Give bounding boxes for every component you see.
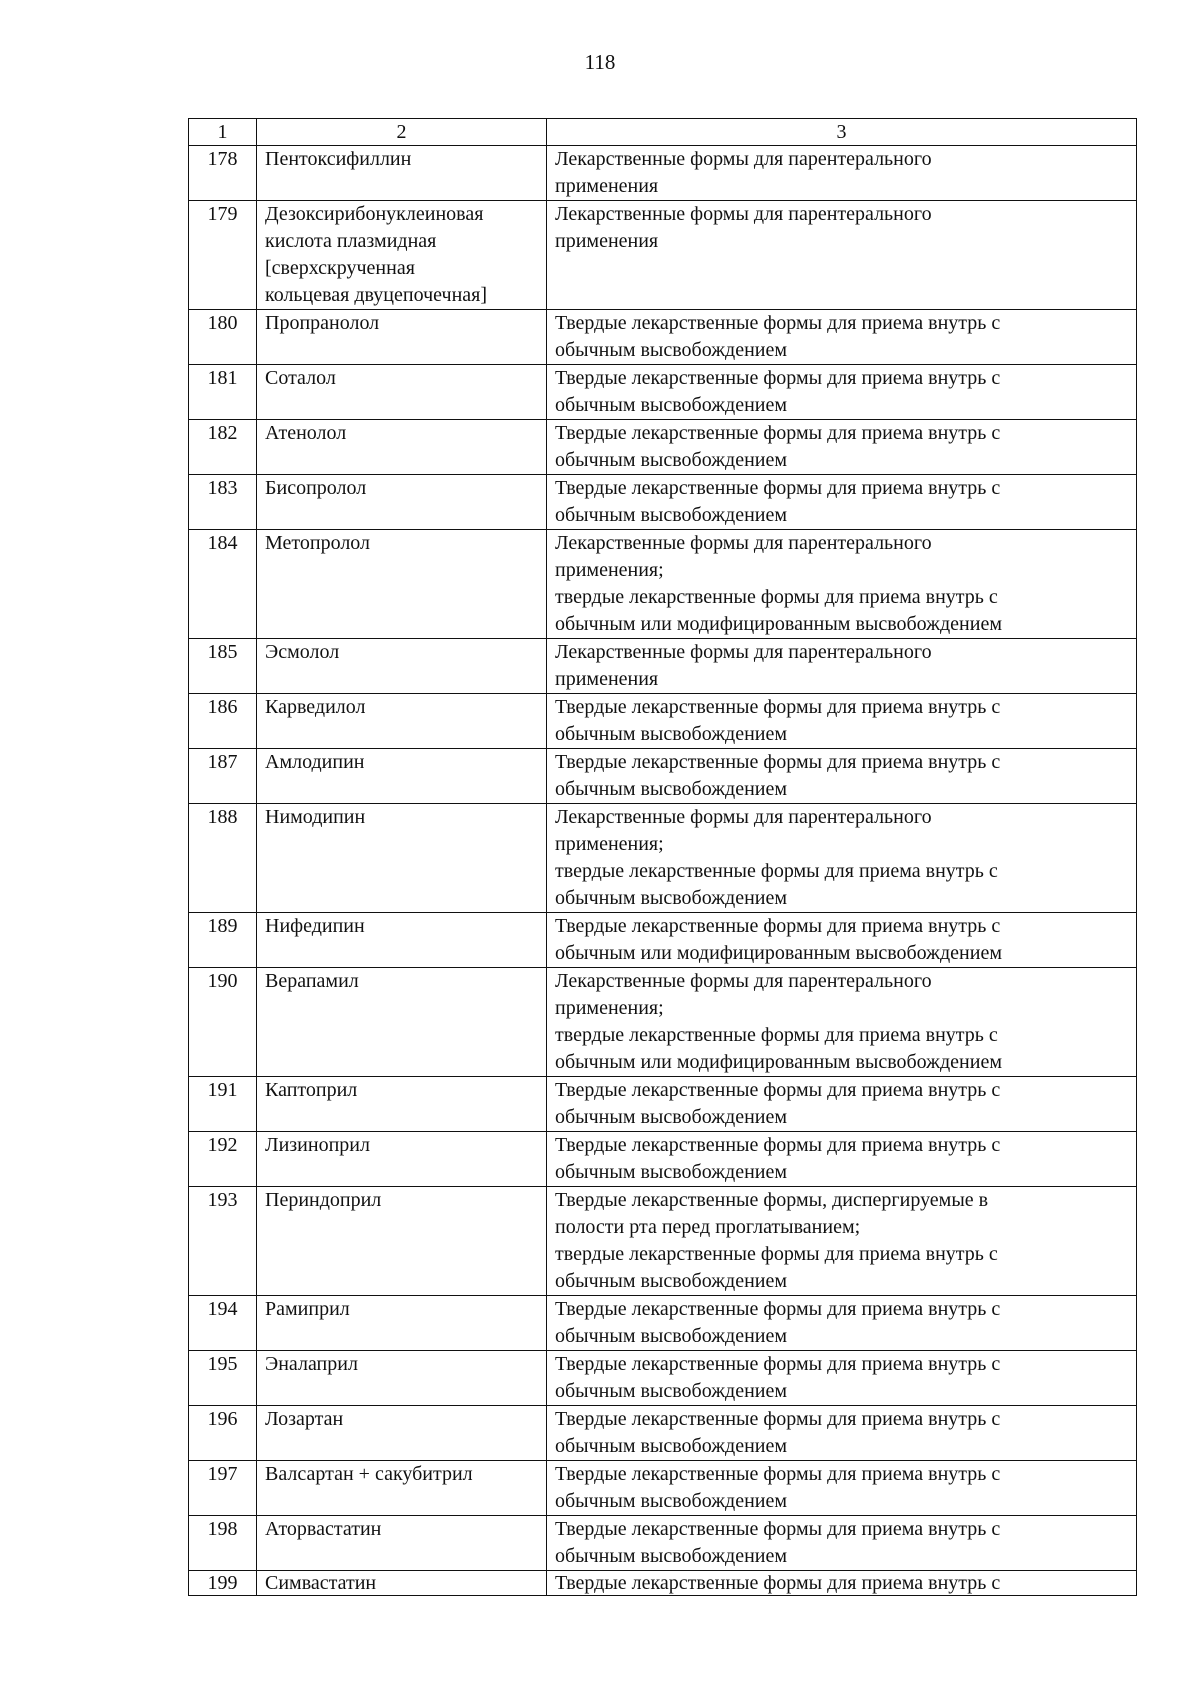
dosage-form-line: обычным высвобождением — [555, 1325, 788, 1347]
header-cell-col-1: 1 — [189, 119, 257, 146]
dosage-form-cell — [547, 1571, 1137, 1596]
table-row — [189, 365, 1137, 420]
dosage-form-line: Лекарственные формы для парентерального — [555, 641, 932, 663]
drug-name-line: Нимодипин — [265, 806, 366, 828]
dosage-form-line: Твердые лекарственные формы для приема внутрь с — [555, 1134, 1001, 1156]
table-row — [189, 913, 1137, 968]
dosage-form-line: Твердые лекарственные формы для приема внутрь с — [555, 312, 1001, 334]
dosage-form-cell — [547, 694, 1137, 749]
dosage-form-line: Твердые лекарственные формы для приема внутрь с — [555, 1298, 1001, 1320]
drug-name-cell — [257, 749, 547, 804]
row-number-cell: 193 — [189, 1187, 257, 1296]
drug-name-line: Валсартан + сакубитрил — [265, 1463, 473, 1485]
dosage-form-line: Твердые лекарственные формы для приема внутрь с — [555, 751, 1001, 773]
drug-name-line: Симвастатин — [265, 1572, 377, 1594]
dosage-form-line: Лекарственные формы для парентерального — [555, 148, 932, 170]
dosage-form-cell — [547, 1187, 1137, 1296]
dosage-form-line: Твердые лекарственные формы для приема внутрь с — [555, 367, 1001, 389]
drug-name-cell — [257, 1296, 547, 1351]
table-row — [189, 1351, 1137, 1406]
drug-name-line: Нифедипин — [265, 915, 365, 937]
table-body — [189, 119, 1137, 1596]
drug-name-cell — [257, 1571, 547, 1596]
row-number-cell: 182 — [189, 420, 257, 475]
row-number-cell: 184 — [189, 530, 257, 639]
dosage-form-cell — [547, 913, 1137, 968]
table-row — [189, 1571, 1137, 1596]
drug-name-cell — [257, 530, 547, 639]
row-number-cell: 186 — [189, 694, 257, 749]
drug-name-cell — [257, 310, 547, 365]
dosage-form-line: обычным или модифицированным высвобождением — [555, 1051, 1002, 1073]
dosage-form-line: Твердые лекарственные формы, диспергируемые в — [555, 1189, 989, 1211]
dosage-form-line: применения — [555, 230, 659, 252]
dosage-form-line: Твердые лекарственные формы для приема внутрь с — [555, 1572, 1001, 1594]
drug-name-line: Рамиприл — [265, 1298, 350, 1320]
dosage-form-line: применения — [555, 668, 659, 690]
drug-name-line: Каптоприл — [265, 1079, 358, 1101]
drug-name-cell — [257, 968, 547, 1077]
row-number-cell: 192 — [189, 1132, 257, 1187]
drug-name-cell — [257, 913, 547, 968]
table-row — [189, 1077, 1137, 1132]
dosage-form-line: применения; — [555, 833, 664, 855]
table-row — [189, 146, 1137, 201]
dosage-form-cell — [547, 639, 1137, 694]
dosage-form-cell — [547, 475, 1137, 530]
row-number-cell: 197 — [189, 1461, 257, 1516]
dosage-form-line: обычным высвобождением — [555, 1380, 788, 1402]
dosage-form-cell — [547, 365, 1137, 420]
table-row — [189, 1296, 1137, 1351]
table-row — [189, 310, 1137, 365]
dosage-form-line: обычным высвобождением — [555, 504, 788, 526]
dosage-form-line: применения — [555, 175, 659, 197]
dosage-form-line: твердые лекарственные формы для приема внутрь с — [555, 1024, 998, 1046]
drug-name-line: Амлодипин — [265, 751, 365, 773]
drug-name-cell — [257, 1077, 547, 1132]
drug-name-cell — [257, 804, 547, 913]
header-cell-col-2: 2 — [257, 119, 547, 146]
drug-name-line: Метопролол — [265, 532, 371, 554]
drug-name-line: Соталол — [265, 367, 336, 389]
page-number: 118 — [584, 50, 616, 74]
drug-name-cell — [257, 1132, 547, 1187]
drug-name-line: Пентоксифиллин — [265, 148, 412, 170]
drug-name-line: Дезоксирибонуклеиновая — [265, 203, 484, 225]
dosage-form-line: обычным или модифицированным высвобождением — [555, 942, 1002, 964]
row-number-cell: 195 — [189, 1351, 257, 1406]
dosage-form-cell — [547, 1132, 1137, 1187]
dosage-form-line: применения; — [555, 997, 664, 1019]
table-row — [189, 1516, 1137, 1571]
dosage-form-line: твердые лекарственные формы для приема внутрь с — [555, 860, 998, 882]
dosage-form-line: Лекарственные формы для парентерального — [555, 806, 932, 828]
drug-name-cell — [257, 1406, 547, 1461]
dosage-form-cell — [547, 749, 1137, 804]
table-row — [189, 475, 1137, 530]
row-number-cell: 190 — [189, 968, 257, 1077]
dosage-form-line: применения; — [555, 559, 664, 581]
dosage-form-line: обычным высвобождением — [555, 1106, 788, 1128]
drug-forms-table — [188, 118, 1137, 1596]
dosage-form-cell — [547, 1461, 1137, 1516]
drug-name-line: Аторвастатин — [265, 1518, 382, 1540]
drug-name-cell — [257, 201, 547, 310]
dosage-form-cell — [547, 1516, 1137, 1571]
row-number-cell: 189 — [189, 913, 257, 968]
dosage-form-line: Лекарственные формы для парентерального — [555, 532, 932, 554]
table-row — [189, 1406, 1137, 1461]
row-number-cell: 185 — [189, 639, 257, 694]
dosage-form-line: Твердые лекарственные формы для приема внутрь с — [555, 1463, 1001, 1485]
row-number-cell: 191 — [189, 1077, 257, 1132]
dosage-form-cell — [547, 968, 1137, 1077]
drug-name-line: Эналаприл — [265, 1353, 358, 1375]
drug-name-line: Лизиноприл — [265, 1134, 370, 1156]
table-row — [189, 749, 1137, 804]
dosage-form-line: Лекарственные формы для парентерального — [555, 203, 932, 225]
dosage-form-line: обычным высвобождением — [555, 723, 788, 745]
drug-name-cell — [257, 1351, 547, 1406]
drug-name-line: Лозартан — [265, 1408, 344, 1430]
row-number-cell: 181 — [189, 365, 257, 420]
dosage-form-line: твердые лекарственные формы для приема внутрь с — [555, 586, 998, 608]
drug-name-line: Карведилол — [265, 696, 366, 718]
dosage-form-line: обычным высвобождением — [555, 778, 788, 800]
dosage-form-cell — [547, 201, 1137, 310]
dosage-form-line: Твердые лекарственные формы для приема внутрь с — [555, 915, 1001, 937]
drug-name-cell — [257, 475, 547, 530]
table-header-row — [189, 119, 1137, 146]
table-row — [189, 639, 1137, 694]
dosage-form-line: твердые лекарственные формы для приема внутрь с — [555, 1243, 998, 1265]
table-row — [189, 530, 1137, 639]
drug-name-line: Атенолол — [265, 422, 347, 444]
drug-name-cell — [257, 420, 547, 475]
table-row — [189, 201, 1137, 310]
drug-name-line: Бисопролол — [265, 477, 367, 499]
dosage-form-line: обычным высвобождением — [555, 1435, 788, 1457]
drug-name-line: [сверхскрученная — [265, 257, 415, 279]
drug-name-line: кольцевая двуцепочечная] — [265, 284, 488, 306]
dosage-form-line: Твердые лекарственные формы для приема внутрь с — [555, 1079, 1001, 1101]
row-number-cell: 188 — [189, 804, 257, 913]
dosage-form-line: обычным высвобождением — [555, 449, 788, 471]
table-row — [189, 1461, 1137, 1516]
table-row — [189, 1132, 1137, 1187]
dosage-form-line: Твердые лекарственные формы для приема внутрь с — [555, 1353, 1001, 1375]
dosage-form-line: обычным высвобождением — [555, 394, 788, 416]
row-number-cell: 179 — [189, 201, 257, 310]
table-row — [189, 968, 1137, 1077]
dosage-form-line: обычным или модифицированным высвобождением — [555, 613, 1002, 635]
dosage-form-cell — [547, 1296, 1137, 1351]
dosage-form-cell — [547, 804, 1137, 913]
dosage-form-cell — [547, 310, 1137, 365]
dosage-form-line: обычным высвобождением — [555, 887, 788, 909]
table-row — [189, 1187, 1137, 1296]
dosage-form-line: обычным высвобождением — [555, 1161, 788, 1183]
dosage-form-cell — [547, 420, 1137, 475]
header-cell-col-3: 3 — [547, 119, 1137, 146]
drug-name-cell — [257, 1187, 547, 1296]
drug-name-cell — [257, 146, 547, 201]
dosage-form-line: Твердые лекарственные формы для приема внутрь с — [555, 1408, 1001, 1430]
row-number-cell: 194 — [189, 1296, 257, 1351]
dosage-form-cell — [547, 1351, 1137, 1406]
dosage-form-line: обычным высвобождением — [555, 1490, 788, 1512]
drug-name-line: Верапамил — [265, 970, 359, 992]
row-number-cell: 199 — [189, 1571, 257, 1596]
drug-name-line: Эсмолол — [265, 641, 340, 663]
dosage-form-line: Твердые лекарственные формы для приема внутрь с — [555, 696, 1001, 718]
dosage-form-cell — [547, 1077, 1137, 1132]
dosage-form-line: Твердые лекарственные формы для приема внутрь с — [555, 477, 1001, 499]
row-number-cell: 180 — [189, 310, 257, 365]
dosage-form-line: обычным высвобождением — [555, 1270, 788, 1292]
row-number-cell: 187 — [189, 749, 257, 804]
dosage-form-line: обычным высвобождением — [555, 339, 788, 361]
drug-name-line: Периндоприл — [265, 1189, 382, 1211]
dosage-form-line: полости рта перед проглатыванием; — [555, 1216, 861, 1238]
table-row — [189, 804, 1137, 913]
dosage-form-cell — [547, 530, 1137, 639]
dosage-form-line: Твердые лекарственные формы для приема внутрь с — [555, 422, 1001, 444]
table-row — [189, 420, 1137, 475]
dosage-form-cell — [547, 146, 1137, 201]
row-number-cell: 178 — [189, 146, 257, 201]
dosage-form-line: Твердые лекарственные формы для приема внутрь с — [555, 1518, 1001, 1540]
drug-name-cell — [257, 694, 547, 749]
drug-name-cell — [257, 1516, 547, 1571]
dosage-form-line: Лекарственные формы для парентерального — [555, 970, 932, 992]
drug-name-cell — [257, 639, 547, 694]
dosage-form-line: обычным высвобождением — [555, 1545, 788, 1567]
drug-name-line: кислота плазмидная — [265, 230, 437, 252]
row-number-cell: 198 — [189, 1516, 257, 1571]
dosage-form-cell — [547, 1406, 1137, 1461]
row-number-cell: 183 — [189, 475, 257, 530]
drug-name-cell — [257, 1461, 547, 1516]
drug-name-line: Пропранолол — [265, 312, 380, 334]
row-number-cell: 196 — [189, 1406, 257, 1461]
table-row — [189, 694, 1137, 749]
drug-name-cell — [257, 365, 547, 420]
